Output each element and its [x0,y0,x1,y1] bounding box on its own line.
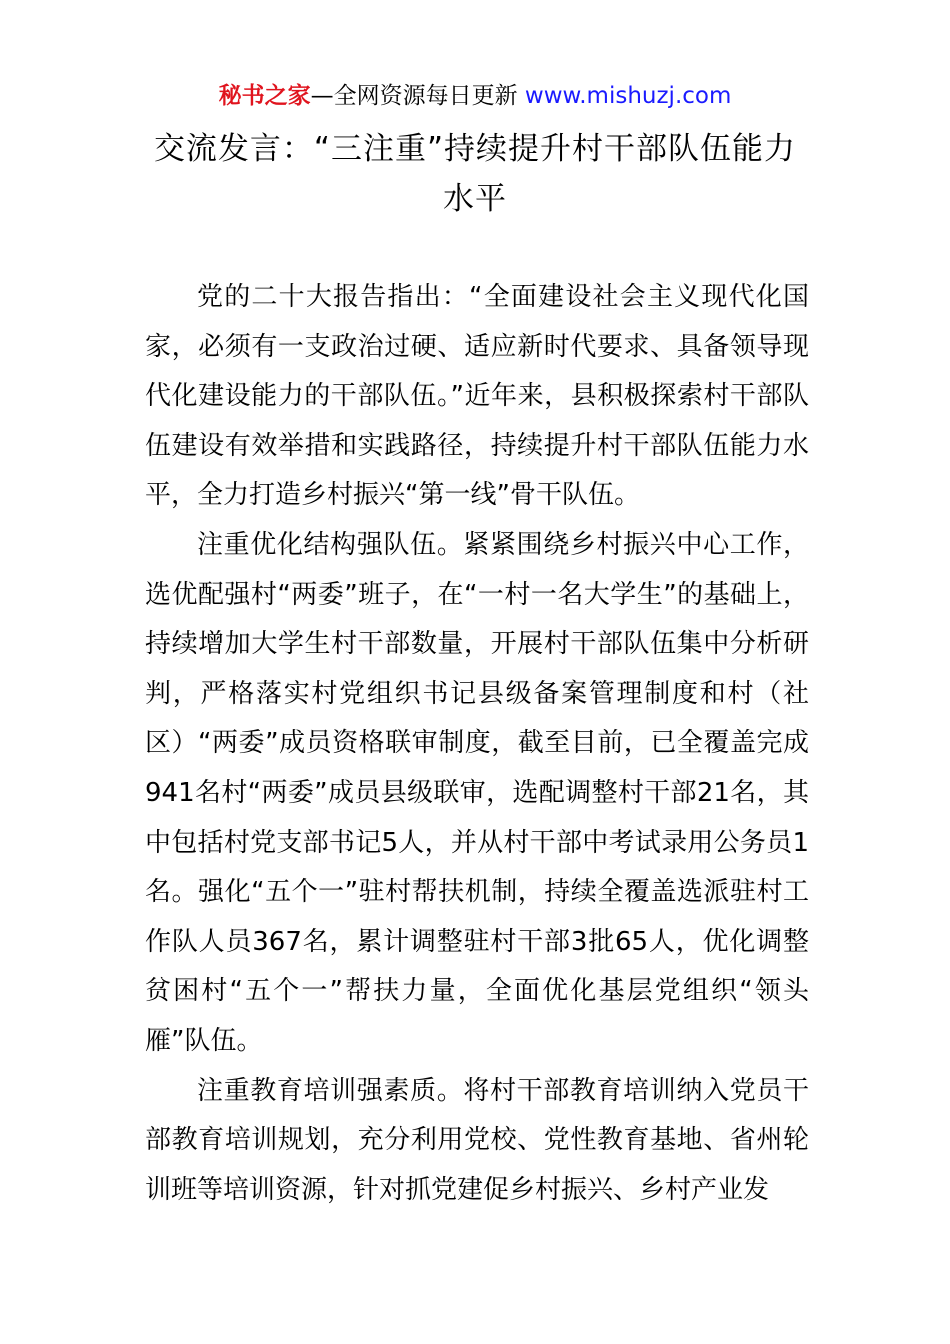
brand-name: 秘书之家 [218,83,311,109]
document-title: 交流发言：“三注重”持续提升村干部队伍能力水平 [153,131,797,217]
header-tagline: —全网资源每日更新 [310,83,518,109]
paragraph-structure: 注重优化结构强队伍。紧紧围绕乡村振兴中心工作，选优配强村“两委”班子，在“一村一名大学生”的基础上，持续增加大学生村干部数量，开展村干部队伍集中分析研判，严格落实村党组织书记县级备案管理制度和村（社区）“两委”成员资格联审制度，截至目前，已全覆盖完成941名村“两委”成员县级联审，选配调整村干部21名，其中包括村党支部书记5人，并从村干部中考试录用公务员1名。强化“五个一”驻村帮扶机制，持续全覆盖选派驻村工作队人员367名，累计调整驻村干部3批65人，优化调整贫困村“五个一”帮扶力量，全面优化基层党组织“领头雁”队伍。 [145,529,809,1056]
paragraph-training: 注重教育培训强素质。将村干部教育培训纳入党员干部教育培训规划，充分利用党校、党性教育基地、省州轮训班等培训资源，针对抓党建促乡村振兴、乡村产业发 [145,1075,809,1205]
document-body [145,273,809,1215]
paragraph-intro: 党的二十大报告指出：“全面建设社会主义现代化国家，必须有一支政治过硬、适应新时代要求、具备领导现代化建设能力的干部队伍。”近年来，县积极探索村干部队伍建设有效举措和实践路径，持续提升村干部队伍能力水平，全力打造乡村振兴“第一线”骨干队伍。 [145,282,809,511]
site-header [0,80,950,112]
site-url-link[interactable]: www.mishuzj.com [524,83,732,109]
